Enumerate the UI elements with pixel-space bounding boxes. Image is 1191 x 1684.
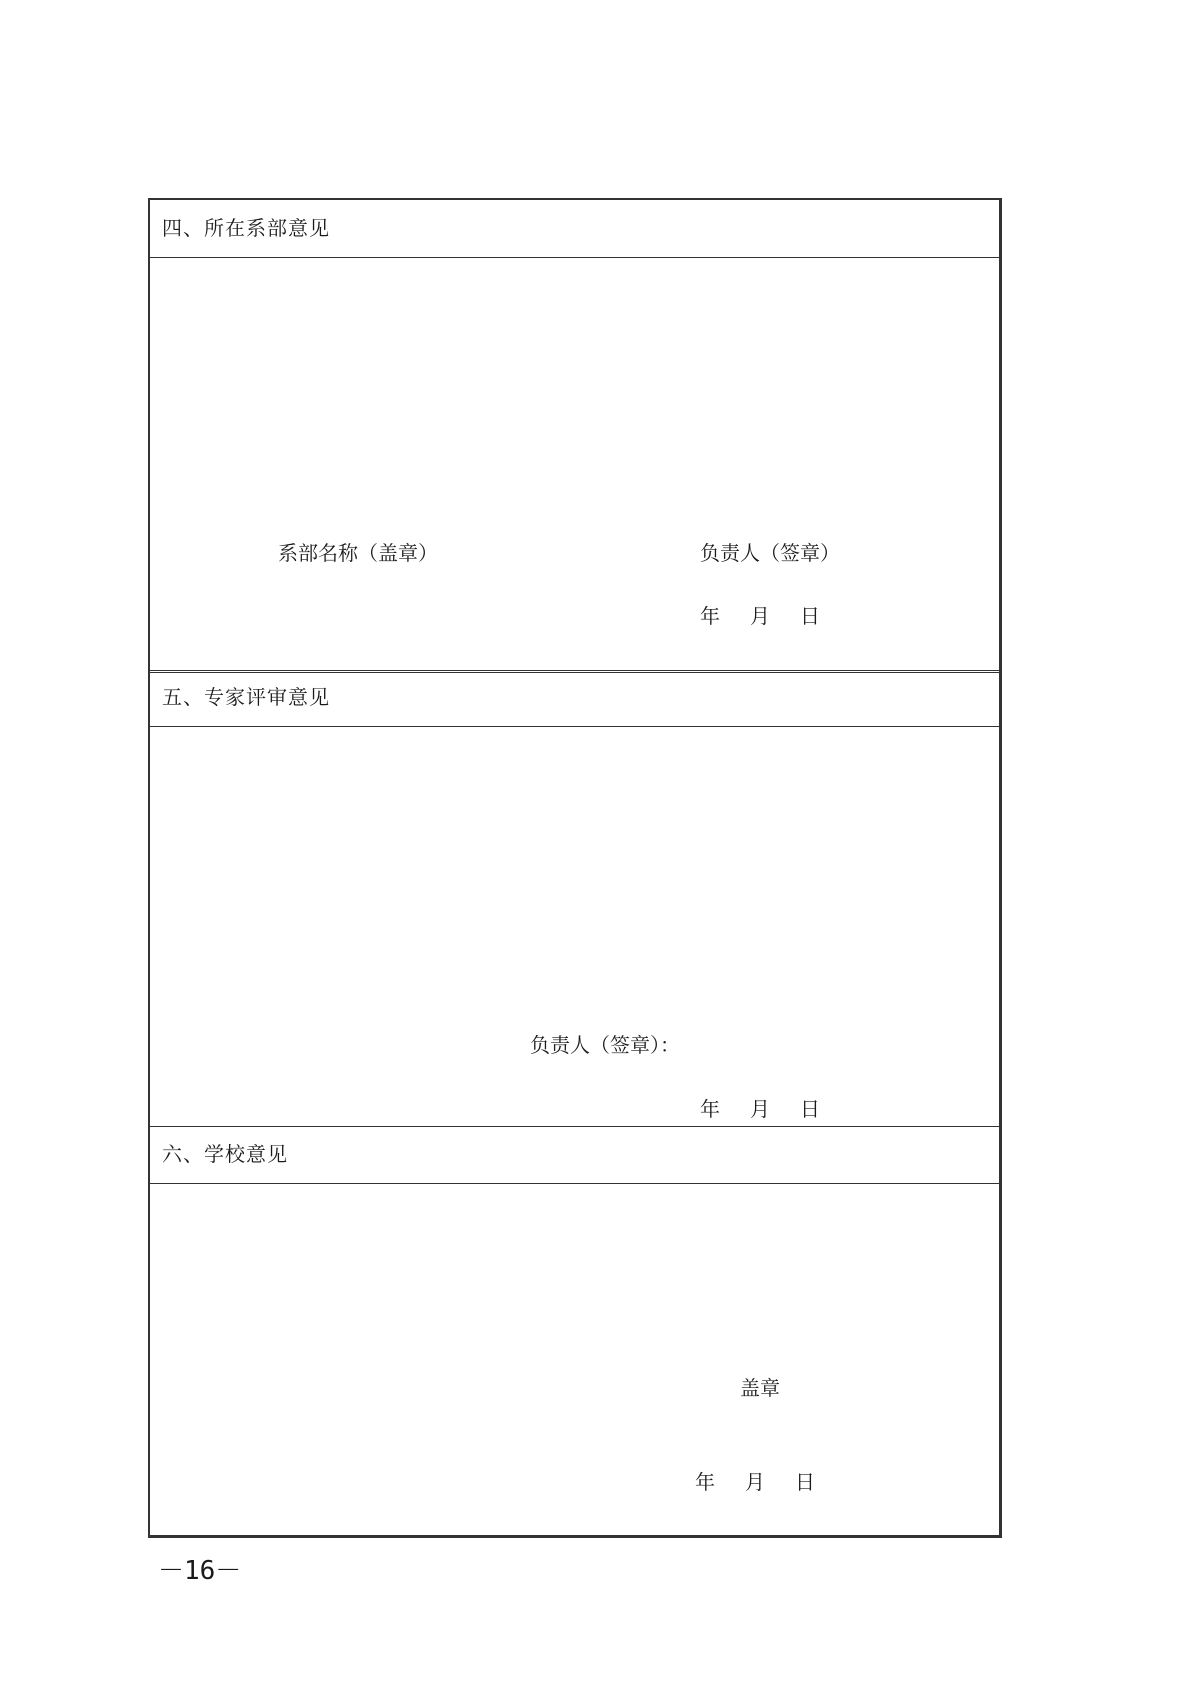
day-label: 日 [800, 604, 820, 628]
section-heading-expert-review: 五、专家评审意见 [162, 685, 330, 709]
section-heading-school: 六、学校意见 [162, 1142, 288, 1166]
day-label: 日 [800, 1097, 820, 1121]
month-label: 月 [750, 1097, 770, 1121]
page-number: －16－ [158, 1556, 242, 1586]
section-heading-department: 四、所在系部意见 [162, 216, 330, 240]
month-label: 月 [750, 604, 770, 628]
approval-form-table [148, 198, 1002, 1538]
department-seal-label: 系部名称（盖章） [278, 541, 438, 565]
school-seal-label: 盖章 [740, 1376, 780, 1400]
department-signer-label: 负责人（签章） [700, 541, 840, 565]
day-label: 日 [795, 1470, 815, 1494]
expert-signer-label: 负责人（签章）： [530, 1033, 680, 1057]
expert-opinion-area[interactable] [150, 727, 999, 1127]
month-label: 月 [745, 1470, 765, 1494]
year-label: 年 [695, 1470, 715, 1494]
year-label: 年 [700, 1097, 720, 1121]
year-label: 年 [700, 604, 720, 628]
school-date-line [695, 1470, 815, 1494]
school-opinion-area[interactable] [150, 1184, 999, 1534]
section-divider [150, 1126, 999, 1127]
section-divider [150, 670, 999, 673]
department-opinion-area[interactable] [150, 258, 999, 668]
expert-date-line [700, 1097, 820, 1121]
department-date-line [700, 604, 820, 628]
